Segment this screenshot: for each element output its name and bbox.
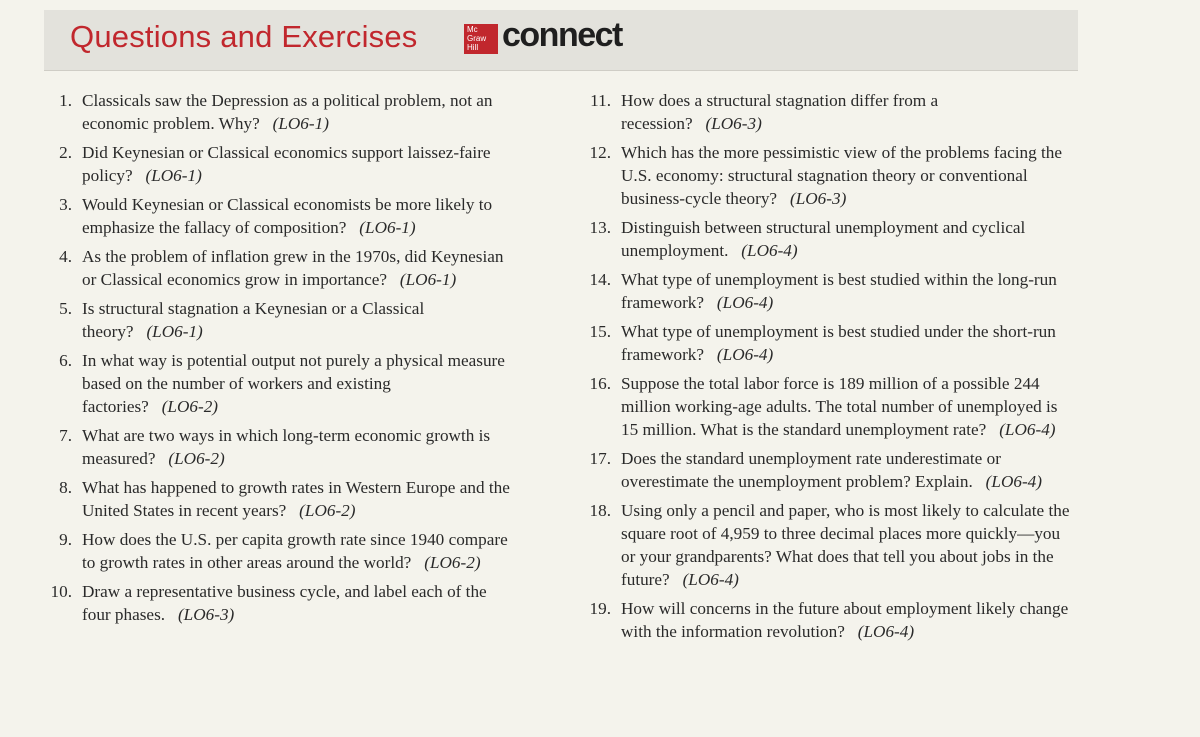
learning-objective-tag: (LO6-4) bbox=[682, 570, 739, 589]
question-item bbox=[585, 597, 1075, 643]
question-item bbox=[585, 89, 1075, 135]
learning-objective-tag: (LO6-4) bbox=[716, 293, 774, 312]
question-text: Would Keynesian or Classical economists be more likely to emphasize the fallacy of composition? bbox=[82, 195, 493, 237]
question-number: 16. bbox=[589, 374, 611, 393]
question-number: 18. bbox=[589, 501, 611, 520]
question-number: 3. bbox=[59, 195, 72, 214]
question-text: Which has the more pessimistic view of the problems facing the U.S. economy: structural stagnation theory or conventional business-cycle theory? bbox=[621, 143, 1063, 208]
learning-objective-tag: (LO6-1) bbox=[146, 322, 203, 341]
question-number: 17. bbox=[589, 449, 611, 468]
learning-objective-tag: (LO6-4) bbox=[741, 241, 798, 260]
question-text: Is structural stagnation a Keynesian or a Classical theory? bbox=[82, 299, 425, 341]
connect-logo: connect bbox=[502, 16, 622, 54]
question-item bbox=[46, 580, 516, 626]
question-text: Using only a pencil and paper, who is most likely to calculate the square root of 4,959 to three decimal places more quickly—you or your grandparents? What does that tell you about jobs in the future? bbox=[621, 501, 1070, 589]
question-number: 9. bbox=[59, 530, 72, 549]
question-item bbox=[585, 320, 1075, 366]
learning-objective-tag: (LO6-2) bbox=[161, 397, 219, 416]
question-item bbox=[585, 447, 1075, 493]
learning-objective-tag: (LO6-3) bbox=[705, 114, 762, 133]
learning-objective-tag: (LO6-2) bbox=[168, 449, 225, 468]
question-text: In what way is potential output not purely a physical measure based on the number of workers and existing factories? bbox=[82, 351, 505, 416]
question-text: How will concerns in the future about employment likely change with the information revolution? bbox=[621, 599, 1069, 641]
section-header bbox=[44, 10, 1078, 71]
question-item bbox=[46, 476, 516, 522]
questions-column-left bbox=[46, 89, 516, 632]
question-number: 6. bbox=[59, 351, 72, 370]
learning-objective-tag: (LO6-4) bbox=[716, 345, 774, 364]
question-item bbox=[46, 245, 516, 291]
question-number: 13. bbox=[589, 218, 611, 237]
question-text: How does a structural stagnation differ from a recession? bbox=[621, 91, 939, 133]
question-item bbox=[46, 89, 516, 135]
question-text: Suppose the total labor force is 189 million of a possible 244 million working-age adults. The total number of unemployed is 15 million. What is the standard unemployment rate? bbox=[621, 374, 1058, 439]
question-text: What are two ways in which long-term economic growth is measured? bbox=[82, 426, 491, 468]
question-item bbox=[46, 424, 516, 470]
question-text: What has happened to growth rates in Western Europe and the United States in recent years? bbox=[82, 478, 510, 520]
question-item bbox=[585, 141, 1075, 210]
question-text: As the problem of inflation grew in the 1970s, did Keynesian or Classical economics grow in importance? bbox=[82, 247, 504, 289]
question-text: What type of unemployment is best studied within the long-run framework? bbox=[621, 270, 1057, 312]
question-number: 15. bbox=[589, 322, 611, 341]
question-item bbox=[46, 141, 516, 187]
question-item bbox=[585, 268, 1075, 314]
learning-objective-tag: (LO6-2) bbox=[299, 501, 356, 520]
question-number: 7. bbox=[59, 426, 72, 445]
question-number: 2. bbox=[59, 143, 72, 162]
question-number: 1. bbox=[59, 91, 72, 110]
question-text: What type of unemployment is best studied under the short-run framework? bbox=[621, 322, 1056, 364]
learning-objective-tag: (LO6-2) bbox=[424, 553, 481, 572]
section-title: Questions and Exercises bbox=[70, 19, 418, 54]
question-text: Classicals saw the Depression as a political problem, not an economic problem. Why? bbox=[82, 91, 493, 133]
learning-objective-tag: (LO6-1) bbox=[272, 114, 329, 133]
question-item bbox=[585, 499, 1075, 591]
question-number: 5. bbox=[59, 299, 72, 318]
question-item bbox=[585, 216, 1075, 262]
learning-objective-tag: (LO6-4) bbox=[857, 622, 915, 641]
question-text: Distinguish between structural unemployment and cyclical unemployment. bbox=[621, 218, 1026, 260]
question-number: 4. bbox=[59, 247, 72, 266]
learning-objective-tag: (LO6-4) bbox=[985, 472, 1042, 491]
learning-objective-tag: (LO6-1) bbox=[399, 270, 457, 289]
learning-objective-tag: (LO6-3) bbox=[177, 605, 235, 624]
question-item bbox=[46, 297, 516, 343]
questions-column-right bbox=[585, 89, 1075, 649]
mcgraw-hill-logo-icon: Mc Graw Hill bbox=[464, 24, 498, 54]
question-item bbox=[46, 528, 516, 574]
learning-objective-tag: (LO6-4) bbox=[999, 420, 1056, 439]
question-text: Did Keynesian or Classical economics support laissez-faire policy? bbox=[82, 143, 491, 185]
question-text: How does the U.S. per capita growth rate since 1940 compare to growth rates in other areas around the world? bbox=[82, 530, 508, 572]
question-item bbox=[46, 193, 516, 239]
question-number: 12. bbox=[589, 143, 611, 162]
question-item bbox=[585, 372, 1075, 441]
question-number: 11. bbox=[590, 91, 611, 110]
question-number: 10. bbox=[50, 582, 72, 601]
question-item bbox=[46, 349, 516, 418]
question-text: Draw a representative business cycle, and label each of the four phases. bbox=[82, 582, 487, 624]
question-number: 14. bbox=[589, 270, 611, 289]
learning-objective-tag: (LO6-1) bbox=[145, 166, 202, 185]
question-number: 8. bbox=[59, 478, 72, 497]
question-text: Does the standard unemployment rate underestimate or overestimate the unemployment problem? Explain. bbox=[621, 449, 1001, 491]
question-number: 19. bbox=[589, 599, 611, 618]
learning-objective-tag: (LO6-3) bbox=[789, 189, 847, 208]
learning-objective-tag: (LO6-1) bbox=[359, 218, 416, 237]
